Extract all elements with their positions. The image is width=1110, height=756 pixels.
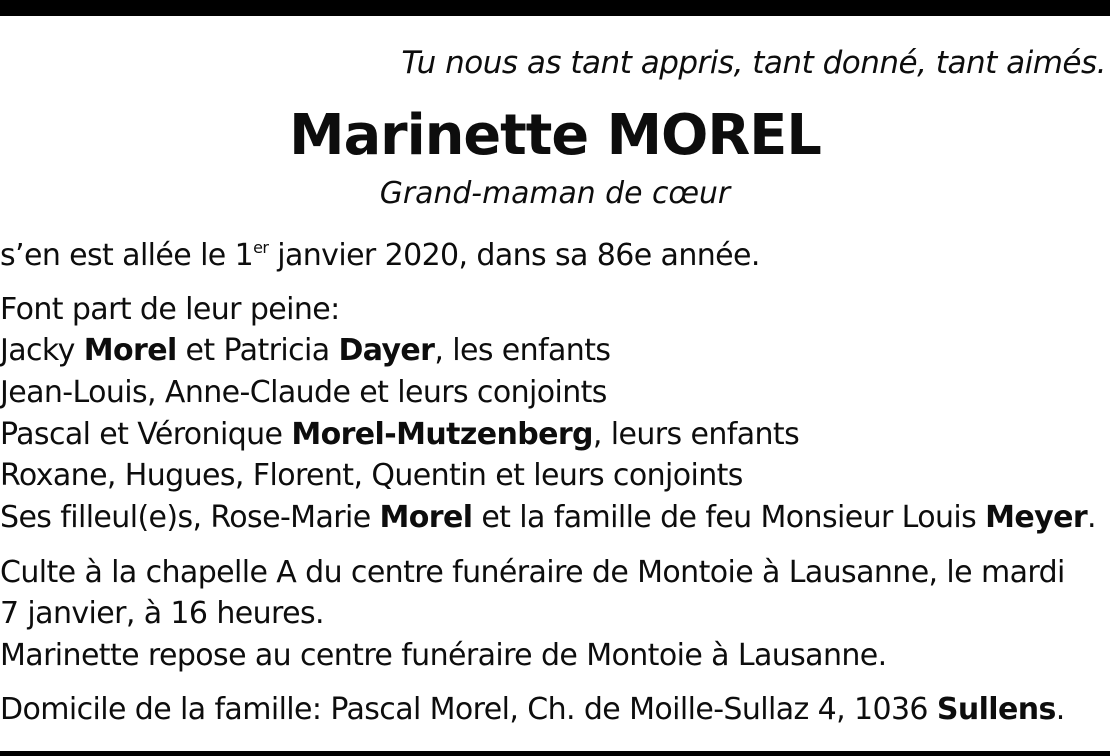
mourner-line-5 (0, 498, 1096, 538)
domicile-text: Domicile de la famille: Pascal Morel, Ch. de Moille-Sullaz 4, 1036 (0, 692, 937, 727)
deceased-name: Marinette MOREL (289, 103, 821, 168)
death-superscript: er (253, 238, 269, 257)
mourner-text: , les enfants (434, 333, 611, 368)
mourner-line-2: Jean-Louis, Anne-Claude et leurs conjoints (0, 375, 607, 410)
service-line-1: Culte à la chapelle A du centre funéraire de Montoie à Lausanne, le mardi (0, 555, 1065, 590)
mourner-text: Ses filleul(e)s, Rose-Marie (0, 500, 380, 535)
mourner-text: Jacky (0, 333, 84, 368)
mourner-surname: Morel (83, 333, 177, 368)
family-domicile (0, 690, 1065, 730)
mourner-text: Pascal et Véronique (0, 417, 292, 452)
domicile-town: Sullens (936, 692, 1056, 727)
service-line-3: Marinette repose au centre funéraire de Montoie à Lausanne. (0, 638, 887, 673)
mourner-text: et la famille de feu Monsieur Louis (472, 500, 986, 535)
mourner-line-4: Roxane, Hugues, Florent, Quentin et leurs conjoints (0, 458, 743, 493)
domicile-text: . (1055, 692, 1065, 727)
epigraph: Tu nous as tant appris, tant donné, tant aimés. (401, 45, 1106, 81)
mourner-surname: Morel-Mutzenberg (291, 417, 593, 452)
mourner-text: . (1087, 500, 1096, 535)
death-text-before: s’en est allée le 1 (0, 238, 254, 273)
mourner-text: , leurs enfants (592, 417, 800, 452)
mourners-intro: Font part de leur peine: (0, 292, 340, 327)
mourner-surname: Morel (379, 500, 473, 535)
subtitle: Grand-maman de cœur (379, 176, 731, 211)
mourner-surname: Meyer (985, 500, 1088, 535)
death-text-after: janvier 2020, dans sa 86e année. (268, 238, 760, 273)
top-rule (0, 0, 1110, 16)
death-announcement (0, 236, 760, 276)
mourner-text: et Patricia (176, 333, 339, 368)
mourner-line-3 (0, 415, 799, 455)
bottom-rule (0, 751, 1110, 756)
mourner-line-1 (0, 331, 610, 371)
service-line-2: 7 janvier, à 16 heures. (0, 596, 324, 631)
mourner-surname: Dayer (338, 333, 435, 368)
